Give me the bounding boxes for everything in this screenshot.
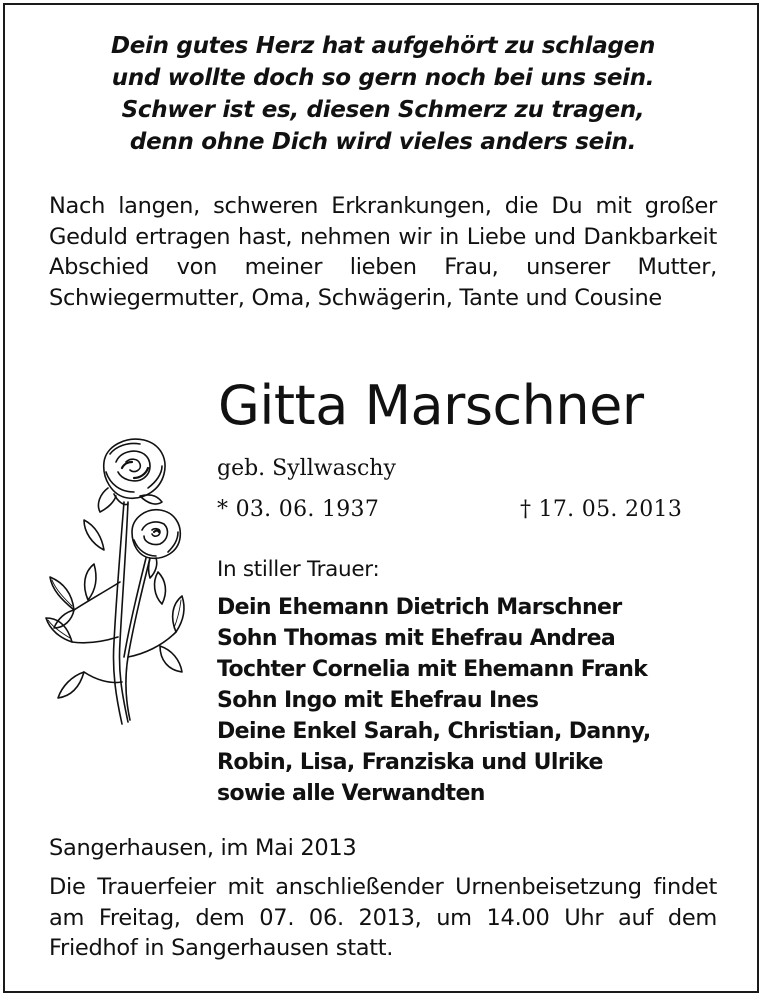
family-line: Robin, Lisa, Franziska und Ulrike [217, 750, 603, 775]
poem [20, 30, 746, 158]
poem-line: Schwer ist es, diesen Schmerz zu tragen, [121, 97, 645, 123]
deceased-name: Gitta Marschner [218, 374, 644, 437]
place-date: Sangerhausen, im Mai 2013 [49, 835, 357, 861]
birth-date: * 03. 06. 1937 [217, 497, 380, 522]
rose-icon [44, 432, 194, 732]
ceremony-text: Die Trauerfeier mit anschließender Urnenbeisetzung findet am Freitag, dem 07. 06. 2013, um 14.00 Uhr auf dem Friedhof in Sangerhausen statt. [49, 874, 717, 961]
family-line: Dein Ehemann Dietrich Marschner [217, 595, 622, 620]
death-date: † 17. 05. 2013 [520, 497, 683, 522]
family-line: sowie alle Verwandten [217, 781, 485, 806]
maiden-name: geb. Syllwaschy [217, 456, 396, 481]
intro-text: Nach langen, schweren Erkrankungen, die Du mit großer Geduld ertragen hast, nehmen wir in Liebe und Dankbarkeit Abschied von meiner lieben Frau, unserer Mutter, Schwiegermutter, Oma, Schwägerin, Tante und Cousine [49, 193, 717, 311]
poem-line: Dein gutes Herz hat aufgehört zu schlagen [110, 33, 656, 59]
family-list [217, 592, 651, 809]
family-line: Sohn Thomas mit Ehefrau Andrea [217, 626, 616, 651]
family-line: Tochter Cornelia mit Ehemann Frank [217, 657, 648, 682]
mourning-label: In stiller Trauer: [217, 557, 380, 582]
family-line: Sohn Ingo mit Ehefrau Ines [217, 688, 539, 713]
family-line: Deine Enkel Sarah, Christian, Danny, [217, 719, 651, 744]
poem-line: und wollte doch so gern noch bei uns sein. [111, 65, 655, 91]
poem-line: denn ohne Dich wird vieles anders sein. [129, 129, 637, 155]
